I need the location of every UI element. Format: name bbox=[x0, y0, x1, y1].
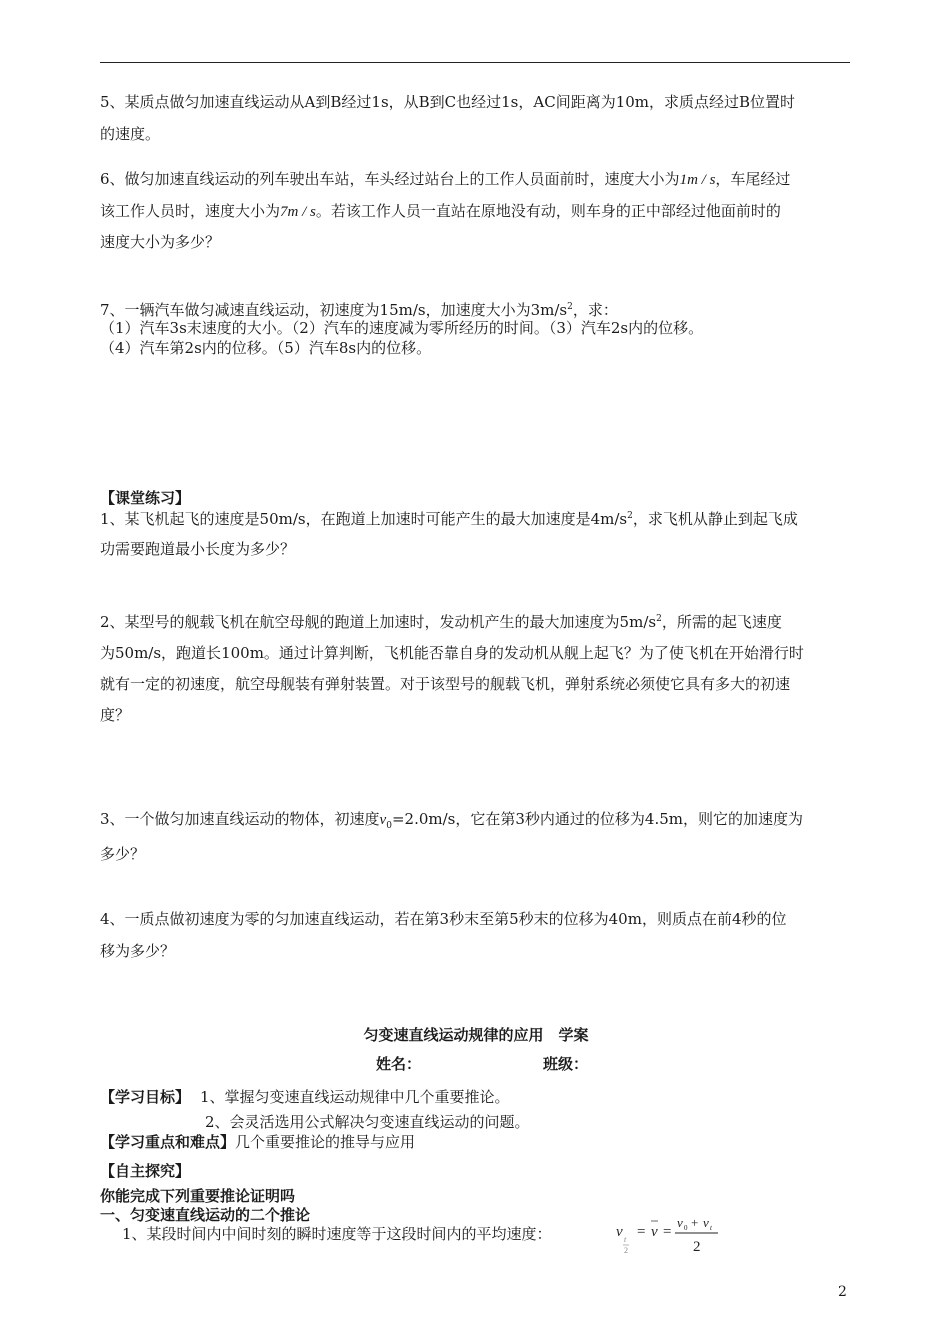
practice-e2-line2: 为50m/s，跑道长100m。通过计算判断，飞机能否靠自身的发动机从舰上起飞？为了使飞机在开始滑行时 bbox=[100, 644, 804, 662]
formula-lhs-sub-t: t bbox=[624, 1235, 627, 1244]
formula-num-v0: v bbox=[677, 1215, 683, 1230]
mean-velocity-formula bbox=[612, 1208, 732, 1258]
e3-text: =2.0m/s，它在第3秒内通过的位移为4.5m，则它的加速度为 bbox=[391, 810, 803, 828]
header-rule bbox=[100, 62, 850, 63]
goals-label: 【学习目标】 bbox=[100, 1088, 191, 1106]
page-number: 2 bbox=[838, 1284, 847, 1300]
key-text: 几个重要推论的推导与应用 bbox=[235, 1133, 416, 1151]
formula-plus: + bbox=[691, 1215, 699, 1230]
goal-1: 1、掌握匀变速直线运动规律中几个重要推论。 bbox=[200, 1088, 510, 1106]
q6-line2 bbox=[100, 195, 852, 228]
goals-line1 bbox=[100, 1087, 852, 1108]
study-title: 匀变速直线运动规律的应用 学案 bbox=[363, 1026, 589, 1044]
e1-text: 1、某飞机起飞的速度是50m/s，在跑道上加速时可能产生的最大加速度是4m/s bbox=[100, 510, 628, 528]
q6-line1 bbox=[100, 163, 852, 196]
practice-e4-line2: 移为多少？ bbox=[100, 942, 176, 960]
q6-speed-2: 7m / s bbox=[280, 204, 316, 220]
practice-e1-line2: 功需要跑道最小长度为多少？ bbox=[100, 540, 296, 558]
initial-velocity-symbol: v bbox=[379, 812, 387, 828]
q7-text: ，求： bbox=[572, 301, 618, 319]
q7-line2: （1）汽车3s末速度的大小。（2）汽车的速度减为零所经历的时间。（3）汽车2s内的位移。 bbox=[100, 319, 704, 337]
formula-equals: = bbox=[637, 1224, 646, 1240]
q7-text: 7、一辆汽车做匀减速直线运动，初速度为15m/s，加速度大小为3m/s bbox=[100, 301, 568, 319]
formula-num-vt: v bbox=[703, 1215, 709, 1230]
section-1-heading: 一、匀变速直线运动的二个推论 bbox=[100, 1206, 311, 1224]
class-label: 班级： bbox=[543, 1055, 589, 1073]
formula-num-sub-t: t bbox=[710, 1224, 712, 1232]
practice-e3-line1 bbox=[100, 803, 852, 842]
item-1: 1、某段时间内中间时刻的瞬时速度等于这段时间内的平均速度： bbox=[122, 1225, 552, 1243]
formula-lhs-v: v bbox=[616, 1224, 623, 1240]
e3-text: 3、一个做匀加速直线运动的物体，初速度 bbox=[100, 810, 380, 828]
q6-text: 。若该工作人员一直站在原地没有动，则车身的正中部经过他面前时的 bbox=[315, 202, 781, 220]
e1-exponent: 2 bbox=[627, 511, 633, 521]
name-label: 姓名： bbox=[376, 1055, 422, 1073]
q7-line3: （4）汽车第2s内的位移。（5）汽车8s内的位移。 bbox=[100, 339, 432, 357]
q5-line2: 的速度。 bbox=[100, 125, 161, 143]
formula-equals: = bbox=[663, 1224, 672, 1240]
q6-text: ，车尾经过 bbox=[715, 170, 791, 188]
practice-e2-line3: 就有一定的初速度，航空母舰装有弹射装置。对于该型号的舰载飞机，弹射系统必须使它具有多大的初速 bbox=[100, 675, 791, 693]
formula-mean-v: v bbox=[651, 1224, 658, 1240]
formula-denominator: 2 bbox=[693, 1239, 701, 1255]
explore-label: 【自主探究】 bbox=[100, 1162, 191, 1180]
practice-e4-line1: 4、一质点做初速度为零的匀加速直线运动，若在第3秒末至第5秒末的位移为40m，则质点在前4秒的位 bbox=[100, 910, 787, 928]
key-points bbox=[100, 1132, 852, 1153]
q6-line3: 速度大小为多少？ bbox=[100, 233, 221, 251]
practice-e3-line2: 多少？ bbox=[100, 845, 146, 863]
q5-line1: 5、某质点做匀加速直线运动从A到B经过1s，从B到C也经过1s，AC间距离为10m，求质点经过B位置时 bbox=[100, 93, 796, 111]
q6-text: 6、做匀加速直线运动的列车驶出车站，车头经过站台上的工作人员面前时，速度大小为 bbox=[100, 170, 680, 188]
e1-text: ，求飞机从静止到起飞成 bbox=[632, 510, 798, 528]
e2-text: 2、某型号的舰载飞机在航空母舰的跑道上加速时，发动机产生的最大加速度为5m/s bbox=[100, 613, 657, 631]
initial-velocity-subscript: 0 bbox=[386, 821, 392, 831]
q6-speed-1: 1m / s bbox=[679, 172, 716, 188]
formula-num-sub-0: 0 bbox=[684, 1224, 688, 1232]
goal-2: 2、会灵活选用公式解决匀变速直线运动的问题。 bbox=[205, 1113, 530, 1131]
e2-text: ，所需的起飞速度 bbox=[661, 613, 782, 631]
formula-lhs-sub-2: 2 bbox=[624, 1246, 628, 1255]
e2-exponent: 2 bbox=[656, 614, 662, 624]
practice-e1-line1 bbox=[100, 503, 852, 535]
proof-question: 你能完成下列重要推论证明吗 bbox=[100, 1187, 296, 1205]
q7-exponent: 2 bbox=[567, 302, 573, 312]
practice-e2-line4: 度？ bbox=[100, 706, 131, 724]
key-label: 【学习重点和难点】 bbox=[100, 1133, 236, 1151]
q6-text: 该工作人员时，速度大小为 bbox=[100, 202, 281, 220]
practice-heading: 【课堂练习】 bbox=[100, 489, 191, 507]
practice-e2-line1 bbox=[100, 606, 852, 638]
